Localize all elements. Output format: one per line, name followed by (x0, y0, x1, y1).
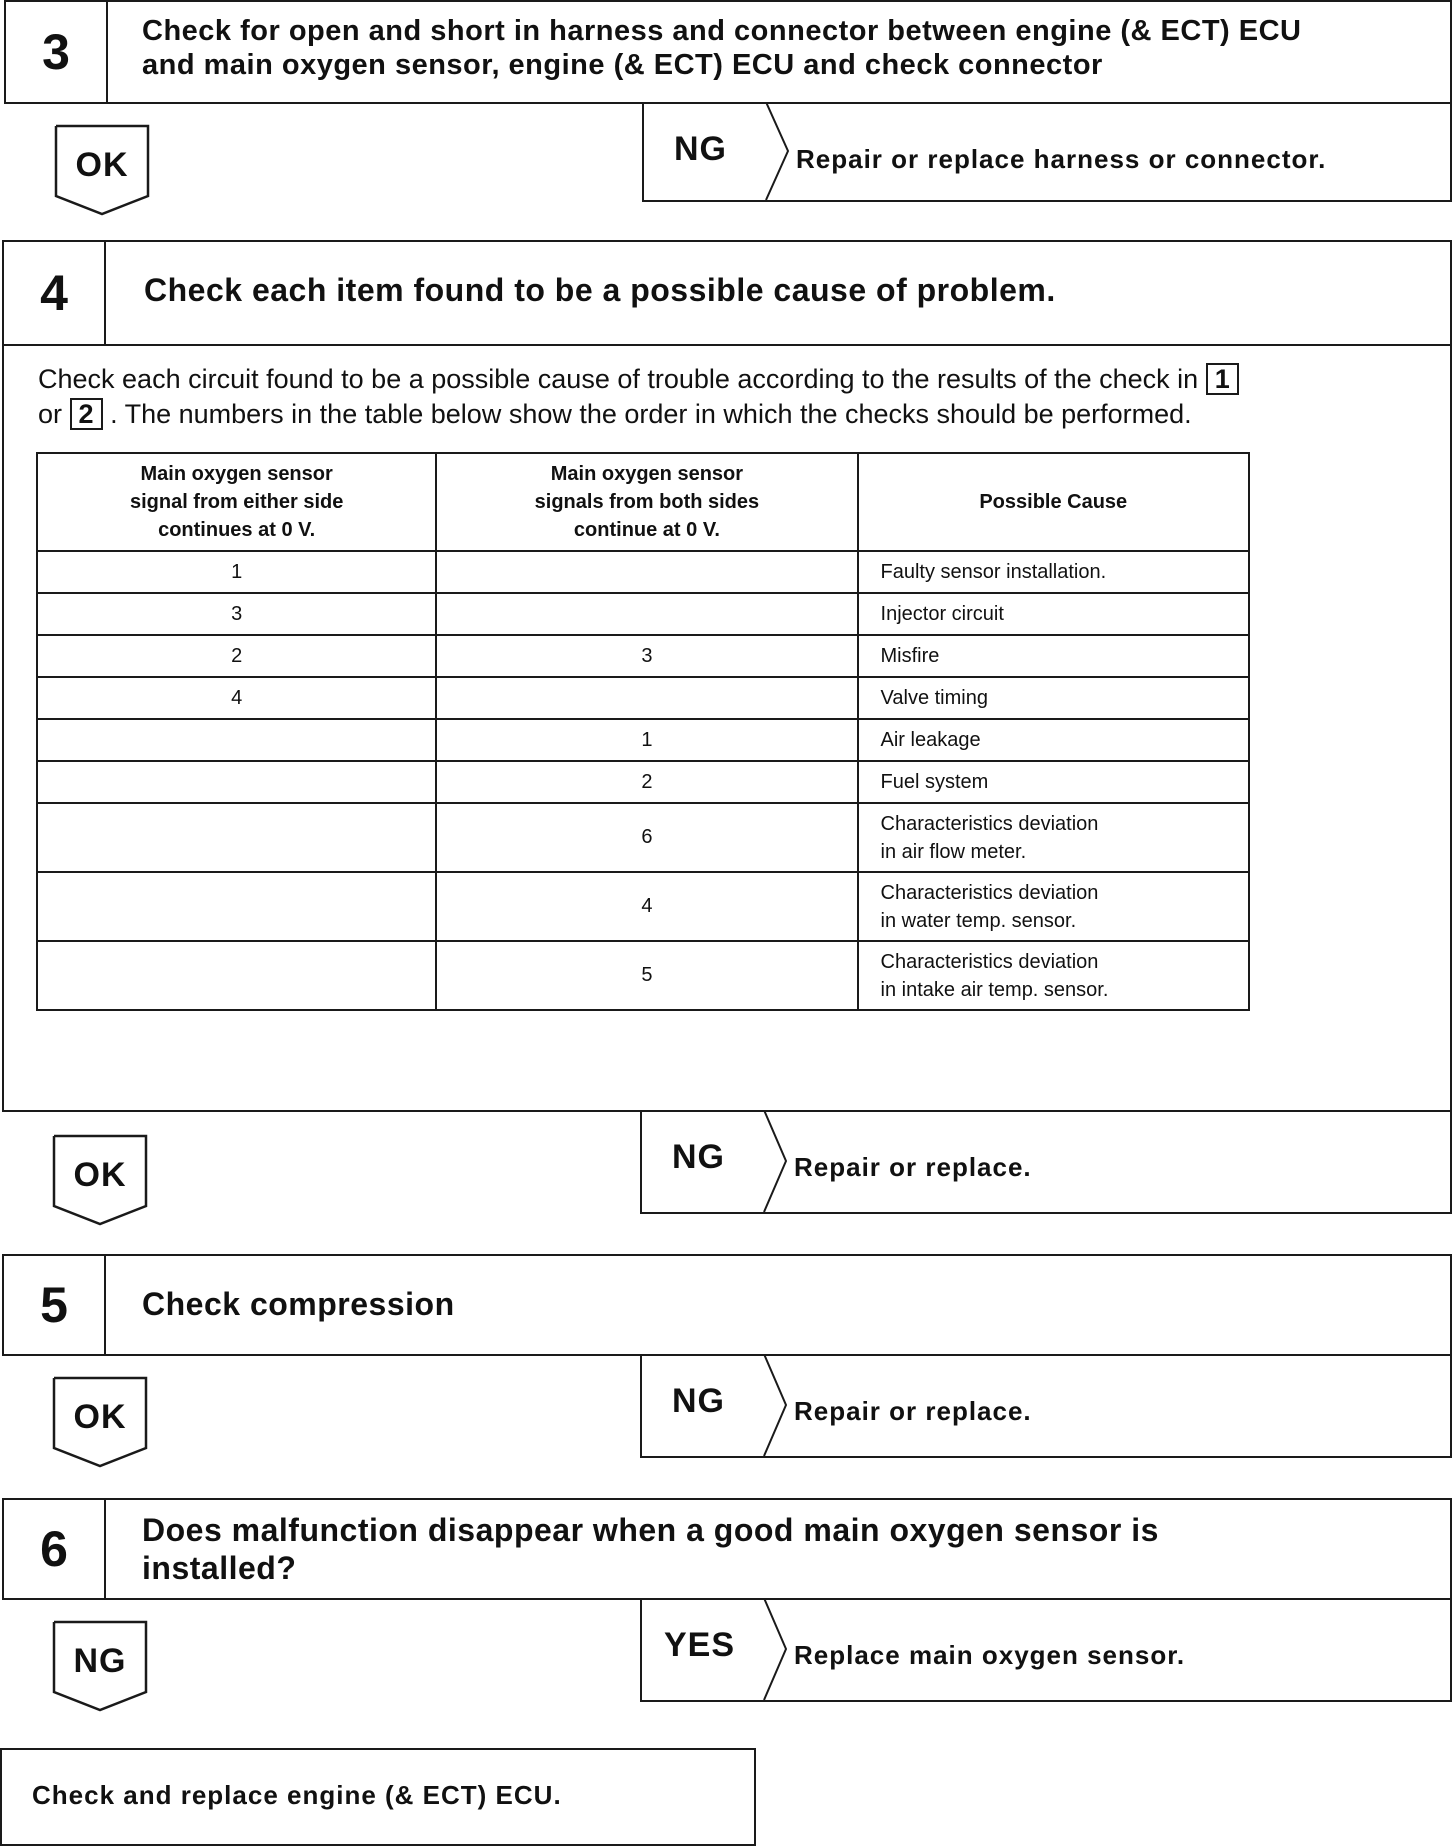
step-6-ng-label: NG (73, 1642, 127, 1680)
cause-cell (858, 677, 1249, 719)
cause-line1: Injector circuit (880, 603, 1004, 625)
either-cell (37, 872, 436, 941)
step-6-header (2, 1498, 1452, 1600)
cause-cell (858, 761, 1249, 803)
header-both-sides (436, 453, 857, 551)
both-cell: 6 (436, 803, 857, 872)
step-5-ng-branch (640, 1354, 1452, 1458)
cause-line1: Characteristics deviation (880, 881, 1099, 904)
header-either-line3: continues at 0 V. (158, 519, 316, 541)
cause-line1: Faulty sensor installation. (880, 561, 1107, 583)
cause-line2: in air flow meter. (880, 840, 1027, 863)
header-either-line2: signal from either side (129, 491, 344, 513)
step-4-number: 4 (4, 242, 106, 344)
cause-cell (858, 635, 1249, 677)
header-both-line2: signals from both sides (534, 491, 760, 513)
table-row (37, 719, 1249, 761)
table-row (37, 941, 1249, 1010)
cause-cell (858, 941, 1249, 1010)
both-cell (436, 677, 857, 719)
cause-cell (858, 593, 1249, 635)
either-cell (37, 941, 436, 1010)
cause-cell (858, 803, 1249, 872)
both-cell: 5 (436, 941, 857, 1010)
cause-cell (858, 719, 1249, 761)
step-3-ng-branch (642, 102, 1452, 202)
step-5-ok-label: OK (73, 1398, 127, 1436)
cause-line1: Characteristics deviation (880, 812, 1099, 835)
cause-line1: Valve timing (880, 687, 988, 709)
step-5-ok-arrow (52, 1376, 148, 1468)
both-cell: 2 (436, 761, 857, 803)
step-6-yes-action: Replace main oxygen sensor. (794, 1640, 1186, 1670)
step-3-header (4, 0, 1452, 104)
step-6-ng-arrow (52, 1620, 148, 1712)
step-5-ng-action: Repair or replace. (794, 1396, 1032, 1426)
either-cell (37, 761, 436, 803)
step-ref-2: 2 (70, 398, 103, 430)
step-6-yes-branch (640, 1598, 1452, 1702)
either-cell: 1 (37, 551, 436, 593)
chevron-right-icon (764, 102, 790, 200)
final-action-box (0, 1748, 756, 1846)
either-cell: 4 (37, 677, 436, 719)
cause-line1: Fuel system (880, 771, 989, 793)
header-both-line3: continue at 0 V. (573, 519, 720, 541)
both-cell: 4 (436, 872, 857, 941)
step-3-ng-action: Repair or replace harness or connector. (796, 144, 1327, 174)
step-3-ng-label: NG (674, 130, 727, 168)
step-ref-1: 1 (1206, 363, 1239, 395)
either-cell (37, 803, 436, 872)
step-5-header (2, 1254, 1452, 1356)
step-4-header (4, 242, 1450, 346)
step-3-title-line2: and main oxygen sensor, engine (& ECT) ECU and check connector (142, 49, 1103, 82)
table-row (37, 761, 1249, 803)
possible-cause-table (36, 452, 1250, 1011)
cause-line2: in intake air temp. sensor. (880, 978, 1109, 1001)
table-row (37, 593, 1249, 635)
step-6-title (142, 1512, 1420, 1588)
instructions-part1: Check each circuit found to be a possible cause of trouble according to the results of the check in (38, 364, 1199, 394)
table-row (37, 635, 1249, 677)
header-either-line1: Main oxygen sensor (140, 463, 333, 485)
instructions-part2: . The numbers in the table below show the order in which the checks should be performed. (110, 399, 1192, 430)
step-5-ng-label: NG (672, 1382, 725, 1420)
table-row (37, 551, 1249, 593)
step-4-ng-branch (640, 1110, 1452, 1214)
cause-cell (858, 551, 1249, 593)
step-6-title-line2: installed? (142, 1549, 297, 1586)
cause-line2: in water temp. sensor. (880, 909, 1077, 932)
step-6-number: 6 (4, 1500, 106, 1598)
step-4-ng-action: Repair or replace. (794, 1152, 1032, 1182)
table-row (37, 803, 1249, 872)
step-6-title-line1: Does malfunction disappear when a good main oxygen sensor is (142, 1512, 1159, 1548)
both-cell (436, 593, 857, 635)
cause-line1: Air leakage (880, 729, 981, 751)
step-3-title-line1: Check for open and short in harness and connector between engine (& ECT) ECU (142, 15, 1302, 47)
either-cell (37, 719, 436, 761)
step-4-title: Check each item found to be a possible cause of problem. (144, 272, 1056, 308)
both-cell: 1 (436, 719, 857, 761)
either-cell: 3 (37, 593, 436, 635)
step-3-number: 3 (6, 2, 108, 102)
table-row (37, 677, 1249, 719)
step-3-ok-label: OK (75, 146, 129, 184)
header-possible-cause: Possible Cause (858, 453, 1249, 551)
cause-line1: Misfire (880, 645, 940, 667)
step-4-instructions (38, 362, 1418, 432)
chevron-right-icon (762, 1110, 788, 1212)
table-row (37, 872, 1249, 941)
step-4-ok-label: OK (73, 1156, 127, 1194)
header-both-line1: Main oxygen sensor (550, 463, 744, 485)
both-cell (436, 551, 857, 593)
header-either-side (37, 453, 436, 551)
step-5-number: 5 (4, 1256, 106, 1354)
table-header-row (37, 453, 1249, 551)
step-3-ok-arrow (54, 124, 150, 216)
instructions-or: or (38, 399, 63, 430)
final-action-text: Check and replace engine (& ECT) ECU. (32, 1780, 562, 1810)
step-4-ng-label: NG (672, 1138, 725, 1176)
cause-line1: Characteristics deviation (880, 950, 1099, 973)
step-6-yes-label: YES (664, 1626, 736, 1664)
chevron-right-icon (762, 1354, 788, 1456)
cause-cell (858, 872, 1249, 941)
step-4-ok-arrow (52, 1134, 148, 1226)
chevron-right-icon (762, 1598, 788, 1700)
step-3-title (142, 14, 1420, 82)
either-cell: 2 (37, 635, 436, 677)
step-5-title: Check compression (142, 1286, 455, 1322)
both-cell: 3 (436, 635, 857, 677)
